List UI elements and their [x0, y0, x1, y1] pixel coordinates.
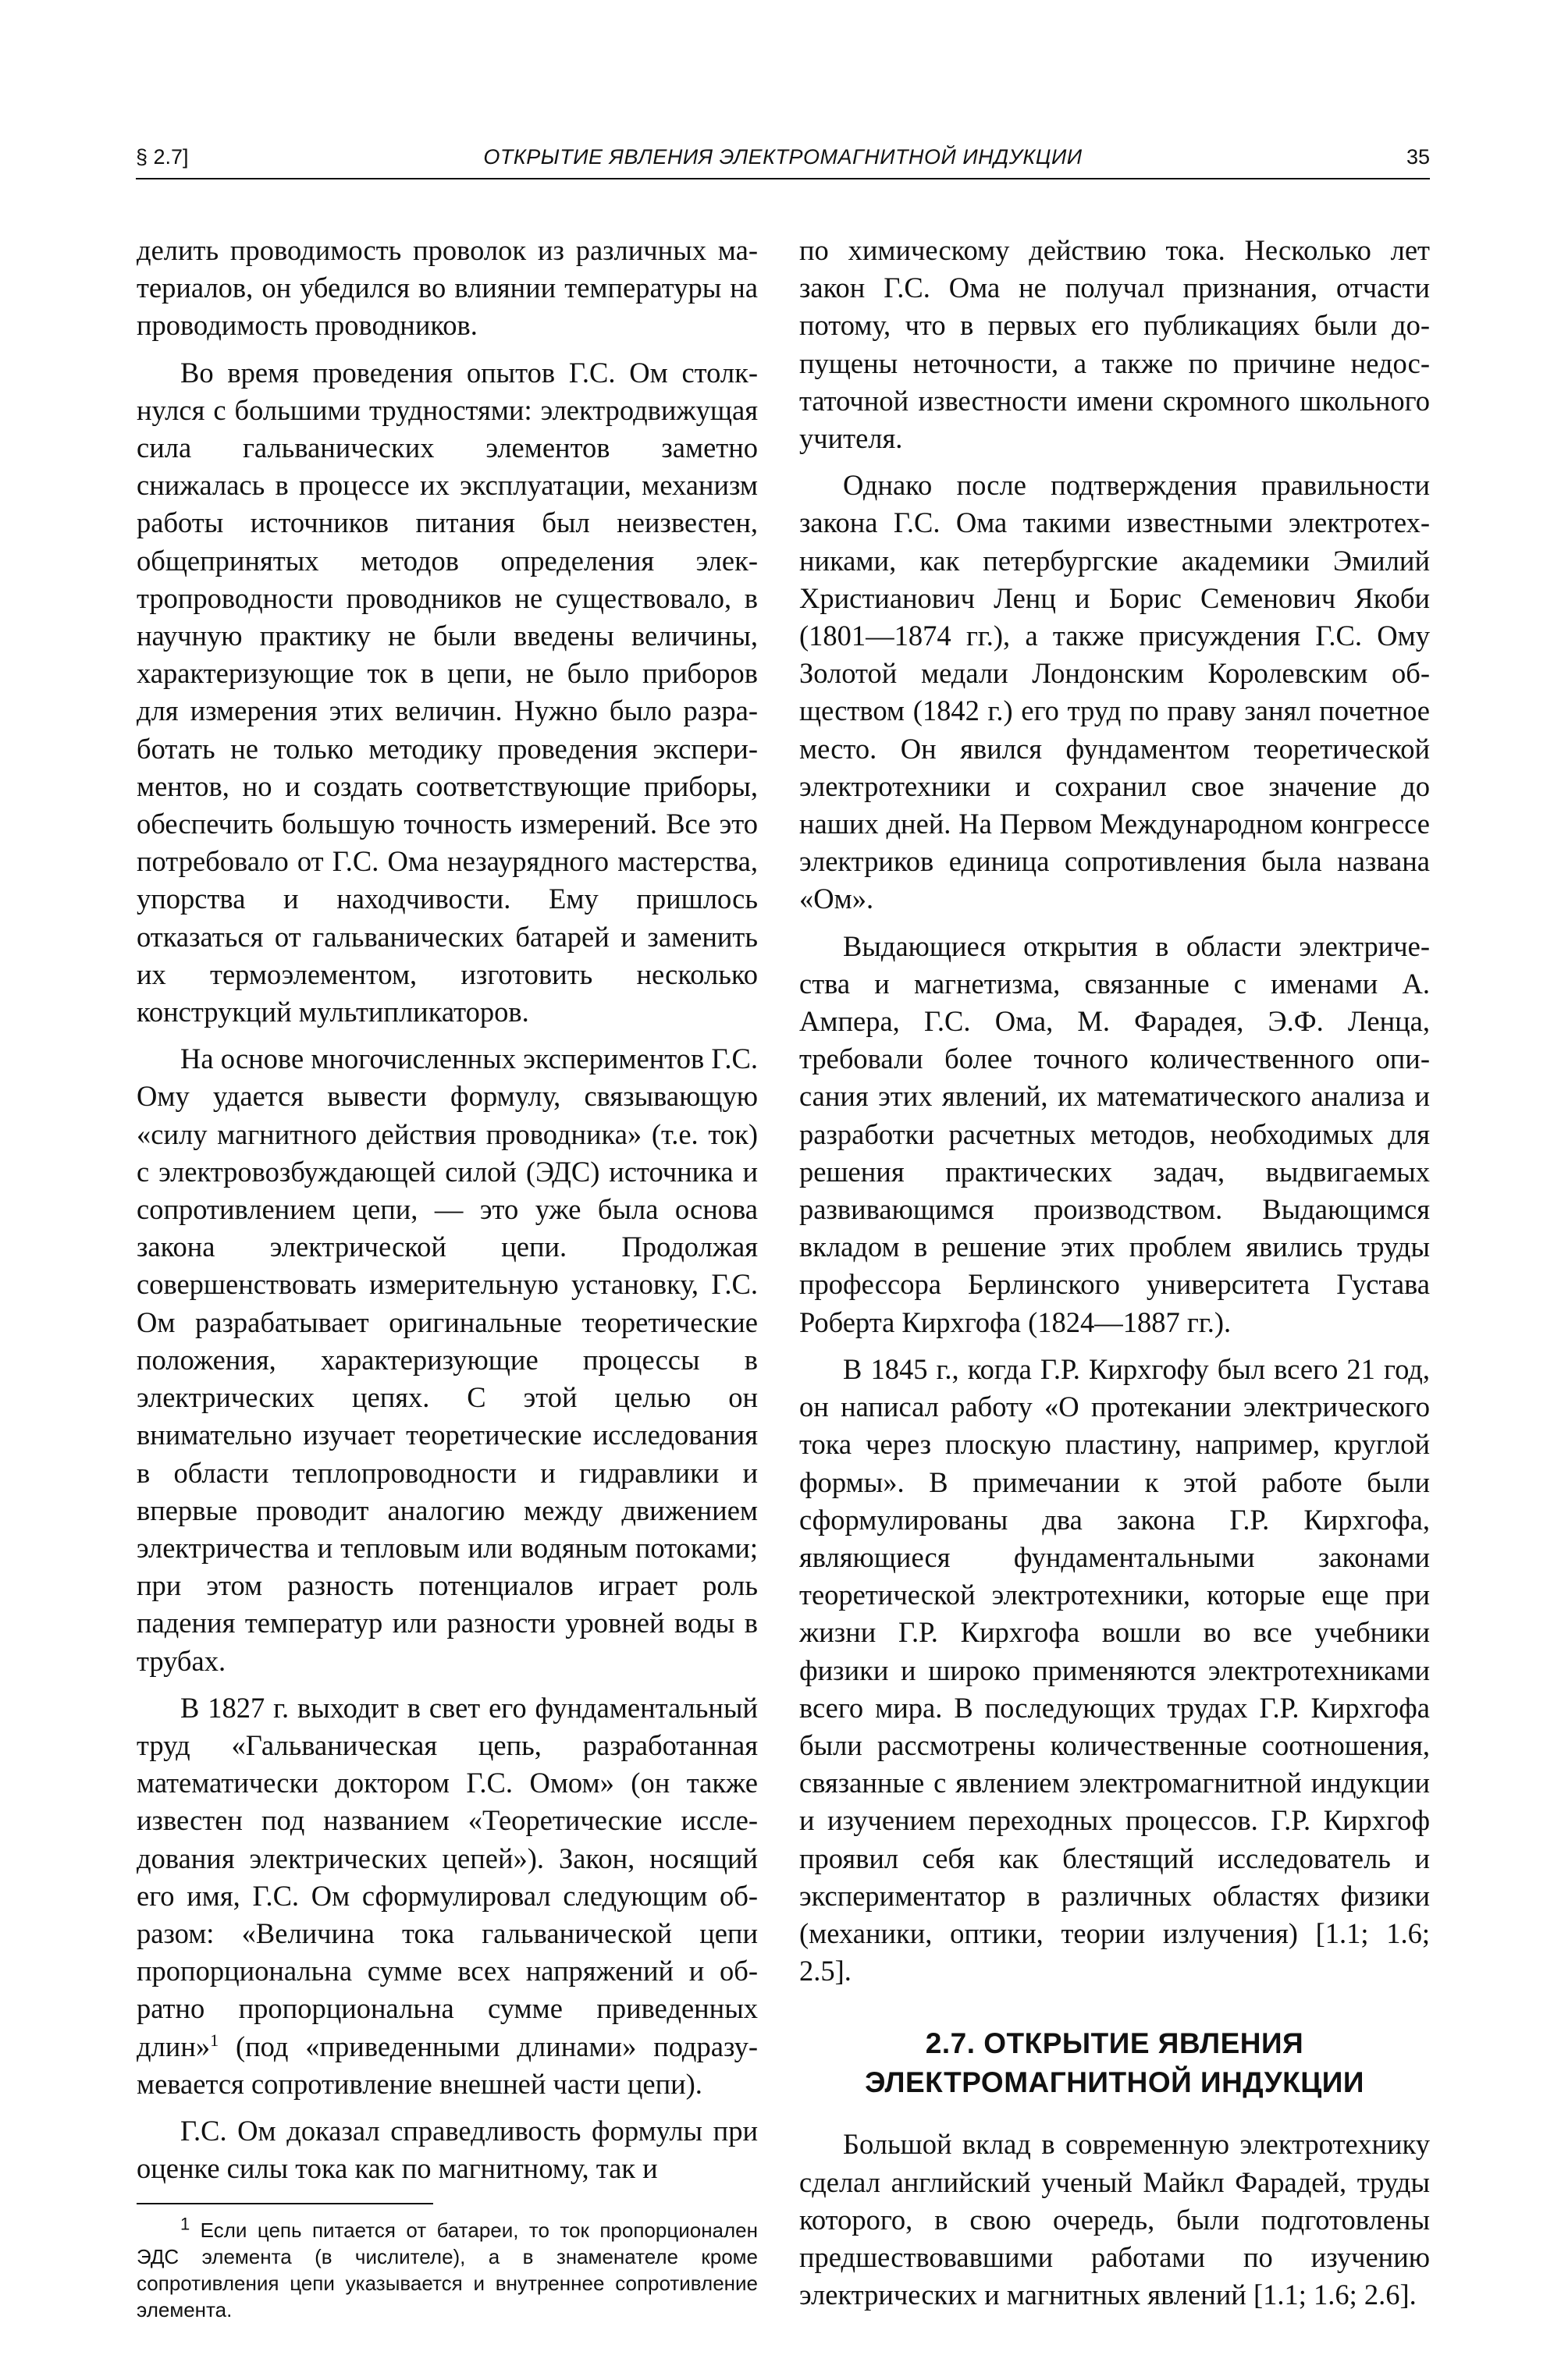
footnote [137, 2214, 758, 2323]
footnote-text: Если цепь питается от батареи, то ток пропорционален ЭДС элемента (в числителе), а в знаменателе кроме сопротивления цепи указывается и внутреннее сопротивление элемента. [137, 2218, 758, 2322]
paragraph [137, 1689, 758, 2103]
page-number: 35 [1406, 145, 1430, 169]
footnote-mark: 1 [180, 2214, 190, 2234]
paragraph-text: В 1827 г. выходит в свет его фундаментальный труд «Гальваническая цепь, разработанная математически доктором Г.С. Омом» (он также известен под названием «Теоретические исследования электрических цепей»). Закон, носящий его имя, Г.С. Ом сформулировал следующим образом: «Величина тока гальванической цепи пропорциональна сумме всех напряжений и обратно пропорциональна сумме приведенных длин» [137, 1691, 758, 2062]
paragraph: по химическому действию тока. Несколько лет закон Г.С. Ома не получал признания, отчасти потому, что в первых его публикациях были допущены неточности, а также по причине недостаточной известности имени скромного школьного учителя. [799, 234, 1430, 455]
paragraph: В 1845 г., когда Г.Р. Кирхгофу был всего 21 год, он написал работу «О протекании электрического тока через плоскую пластину, например, круглой формы». В примечании к этой работе были сформулированы два закона Г.Р. Кирхгофа, являющиеся фундаментальными законами теоретической электротехники, которые еще при жизни Г.Р. Кирхгофа вошли во все учебники физики и широко применяются электротехниками всего мира. В последующих трудах Г.Р. Кирхгофа были рассмотрены количественные соотношения, связанные с явлением электромагнитной индукции и изучением переходных процессов. Г.Р. Кирхгоф проявил себя как блестящий исследователь и экспериментатор в различных областях физики (механики, оптики, теории излучения) [1.1; 1.6; 2.5]. [799, 1352, 1430, 1987]
paragraph: Во время проведения опытов Г.С. Ом столкнулся с большими трудностями: электродвижущая сила гальванических элементов заметно снижалась в процессе их эксплуатации, механизм работы источников питания был неизвестен, общепринятых методов определения электропроводности проводников не существовало, в научную практику не были введены величины, характеризующие ток в цепи, не было приборов для измерения этих величин. Нужно было разработать не только методику проведения экспериментов, но и создать соответствующие приборы, обеспечить большую точность измерений. Все это потребовало от Г.С. Ома незаурядного мастерства, упорства и находчивости. Ему пришлось отказаться от гальванических батарей и заменить их термоэлементом, изготовить несколько конструкций мультипликаторов. [137, 356, 758, 1028]
running-header [136, 142, 1430, 179]
footnote-reference: 1 [210, 2030, 219, 2050]
right-column [799, 232, 1430, 2323]
paragraph: Г.С. Ом доказал справедливость формулы при оценке силы тока как по магнитному, так и [137, 2114, 758, 2185]
paragraph: Большой вклад в современную электротехнику сделал английский ученый Майкл Фарадей, труды которого, в свою очередь, были подготовлены предшествовавшими работами по изучению электрических и магнитных явлений [1.1; 1.6; 2.6]. [799, 2128, 1430, 2311]
header-section-ref: § 2.7] [136, 145, 189, 169]
left-column [137, 232, 758, 2323]
paragraph: делить проводимость проволок из различных материалов, он убедился во влиянии температуры на проводимость проводников. [137, 234, 758, 342]
paragraph-text: (под «приведенными длинами» подразумевается сопротивление внешней части цепи). [137, 2030, 758, 2100]
footnote-divider [137, 2203, 433, 2204]
paragraph: Однако после подтверждения правильности закона Г.С. Ома такими известными электротехниками, как петербургские академики Эмилий Христианович Ленц и Борис Семенович Якоби (1801—1874 гг.), а также присуждения Г.С. Ому Золотой медали Лондонским Королевским обществом (1842 г.) его труд по праву занял почетное место. Он явился фундаментом теоретической электротехники и сохранил свое значение до наших дней. На Первом Международном конгрессе электриков единица сопротивления была названа «Ом». [799, 469, 1430, 915]
section-heading [799, 2024, 1430, 2102]
section-heading-line: 2.7. ОТКРЫТИЕ ЯВЛЕНИЯ [925, 2027, 1304, 2060]
paragraph: Выдающиеся открытия в области электричества и магнетизма, связанные с именами А. Ампера, Г.С. Ома, М. Фарадея, Э.Ф. Ленца, требовали более точного количественного описания этих явлений, их математического анализа и разработки расчетных методов, необходимых для решения практических задач, выдвигаемых развивающимся производством. Выдающимся вкладом в решение этих проблем явились труды профессора Берлинского университета Густава Роберта Кирхгофа (1824—1887 гг.). [799, 929, 1430, 1338]
header-running-title: ОТКРЫТИЕ ЯВЛЕНИЯ ЭЛЕКТРОМАГНИТНОЙ ИНДУКЦИИ [483, 145, 1083, 169]
section-heading-line: ЭЛЕКТРОМАГНИТНОЙ ИНДУКЦИИ [865, 2066, 1364, 2099]
paragraph: На основе многочисленных экспериментов Г.С. Ому удается вывести формулу, связывающую «силу магнитного действия проводника» (т.е. ток) с электровозбуждающей силой (ЭДС) источника и сопротивлением цепи, — это уже была основа закона электрической цепи. Продолжая совершенствовать измерительную установку, Г.С. Ом разрабатывает оригинальные теоретические положения, характеризующие процессы в электрических цепях. С этой целью он внимательно изучает теоретические исследования в области теплопроводности и гидравлики и впервые проводит аналогию между движением электричества и тепловым или водяным потоками; при этом разность потенциалов играет роль падения температур или разности уровней воды в трубах. [137, 1043, 758, 1677]
